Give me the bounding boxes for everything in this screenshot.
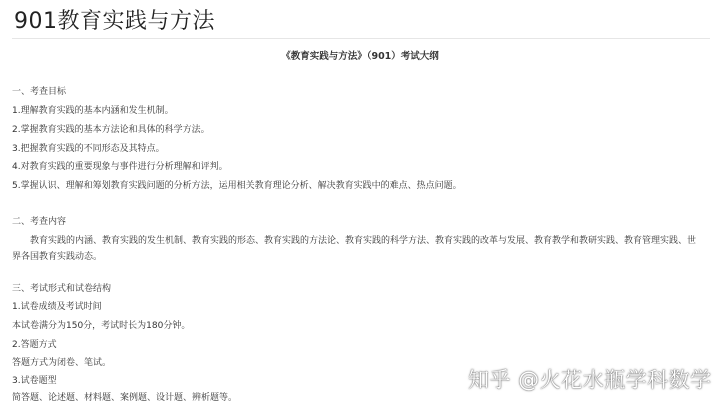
section-title: 三、考试形式和试卷结构 (12, 284, 112, 294)
list-item: 3.把握教育实践的不同形态及其特点。 (12, 144, 165, 154)
list-item: 1.理解教育实践的基本内涵和发生机制。 (12, 106, 174, 116)
list-item: 2.掌握教育实践的基本方法论和具体的科学方法。 (12, 125, 210, 135)
section-paragraph: 教育实践的内涵、教育实践的发生机制、教育实践的形态、教育实践的方法论、教育实践的科学方法、教育实践的改革与发展、教育教学和教研实践、教育管理实践、世界各国教育实践动态。 (12, 236, 697, 262)
title-divider (12, 38, 710, 39)
list-item: 简答题、论述题、材料题、案例题、设计题、辨析题等。 (12, 393, 238, 403)
page-title: 901教育实践与方法 (14, 9, 215, 34)
list-item: 2.答题方式 (12, 340, 57, 350)
section-title: 一、考查目标 (12, 87, 67, 97)
watermark: 知乎 @火花水瓶学科数学 (468, 368, 712, 392)
list-item: 本试卷满分为150分，考试时长为180分钟。 (12, 321, 191, 331)
list-item: 5.掌握认识、理解和筹划教育实践问题的分析方法，运用相关教育理论分析、解决教育实践中的难点、热点问题。 (12, 181, 462, 191)
section-title: 二、考查内容 (12, 217, 67, 227)
list-item: 4.对教育实践的重要现象与事件进行分析理解和评判。 (12, 162, 228, 172)
document-heading: 《教育实践与方法》（901）考试大纲 (281, 51, 439, 62)
list-item: 答题方式为闭卷、笔试。 (12, 358, 112, 368)
list-item: 1.试卷成绩及考试时间 (12, 302, 102, 312)
list-item: 3.试卷题型 (12, 376, 57, 386)
